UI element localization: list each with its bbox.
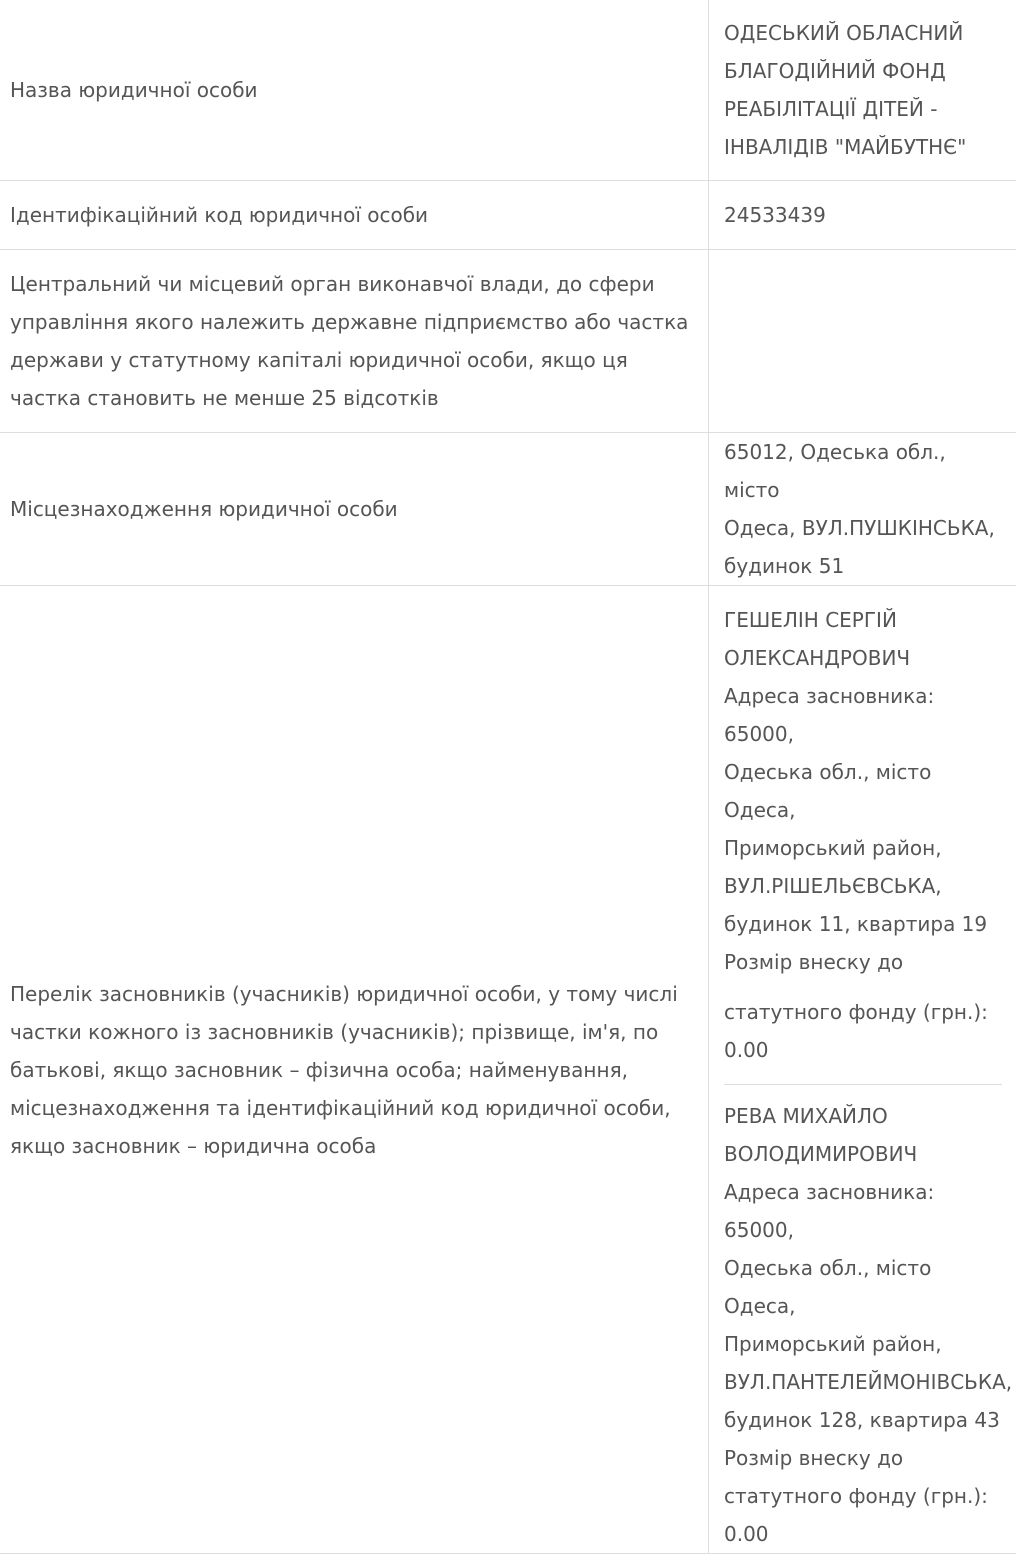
- founders-label-cell: [0, 586, 709, 1554]
- founder-item: [709, 1085, 1016, 1553]
- row-founders-list: [0, 586, 1016, 1554]
- location-value-cell: [709, 433, 1016, 586]
- entity-name-label-cell: [0, 0, 709, 181]
- location-label: Місцезнаходження юридичної особи: [0, 490, 708, 528]
- entity-name-value: ОДЕСЬКИЙ ОБЛАСНИЙ БЛАГОДІЙНИЙ ФОНД РЕАБІЛІТАЦІЇ ДІТЕЙ - ІНВАЛІДІВ "МАЙБУТНЄ": [709, 14, 1016, 166]
- entity-code-label-cell: [0, 181, 709, 250]
- founder-address: Адреса засновника: 65000, Одеська обл., місто Одеса, Приморський район, ВУЛ.РІШЕЛЬЄВСЬКА, будинок 11, квартира 19: [724, 677, 1002, 943]
- founder-contribution-start: Розмір внеску до: [724, 1439, 1002, 1477]
- founder-contribution: статутного фонду (грн.): 0.00: [724, 1477, 1002, 1553]
- founder-contribution-start: Розмір внеску до: [724, 943, 1002, 981]
- entity-name-value-cell: [709, 0, 1016, 181]
- founder-name: РЕВА МИХАЙЛО ВОЛОДИМИРОВИЧ: [724, 1097, 1002, 1173]
- entity-code-value: 24533439: [709, 196, 1016, 234]
- entity-name-label: Назва юридичної особи: [0, 71, 708, 109]
- founder-item: [709, 586, 1016, 1069]
- founders-value-cell: [709, 586, 1016, 1554]
- row-entity-code: [0, 181, 1016, 250]
- row-entity-location: [0, 433, 1016, 586]
- founder-name: ГЕШЕЛІН СЕРГІЙ ОЛЕКСАНДРОВИЧ: [724, 601, 1002, 677]
- entity-code-label: Ідентифікаційний код юридичної особи: [0, 196, 708, 234]
- authority-label-cell: [0, 250, 709, 433]
- row-entity-name: [0, 0, 1016, 181]
- location-value: 65012, Одеська обл., місто Одеса, ВУЛ.ПУШКІНСЬКА, будинок 51: [709, 433, 1016, 585]
- founder-contribution: статутного фонду (грн.): 0.00: [724, 993, 1002, 1069]
- founder-address: Адреса засновника: 65000, Одеська обл., місто Одеса, Приморський район, ВУЛ.ПАНТЕЛЕЙМОНІВСЬКА, будинок 128, квартира 43: [724, 1173, 1002, 1439]
- founders-label: Перелік засновників (учасників) юридичної особи, у тому числі частки кожного із засновників (учасників); прізвище, ім'я, по батькові, якщо засновник – фізична особа; найменування, місцезнаходження та ідентифікаційний код юридичної особи, якщо засновник – юридична особа: [0, 975, 708, 1165]
- location-label-cell: [0, 433, 709, 586]
- authority-label: Центральний чи місцевий орган виконавчої влади, до сфери управління якого належить державне підприємство або частка держави у статутному капіталі юридичної особи, якщо ця частка становить не менше 25 відсотків: [0, 265, 708, 417]
- authority-value-cell: [709, 250, 1016, 433]
- entity-code-value-cell: [709, 181, 1016, 250]
- row-executive-authority: [0, 250, 1016, 433]
- founder-text-gap: [724, 981, 1002, 993]
